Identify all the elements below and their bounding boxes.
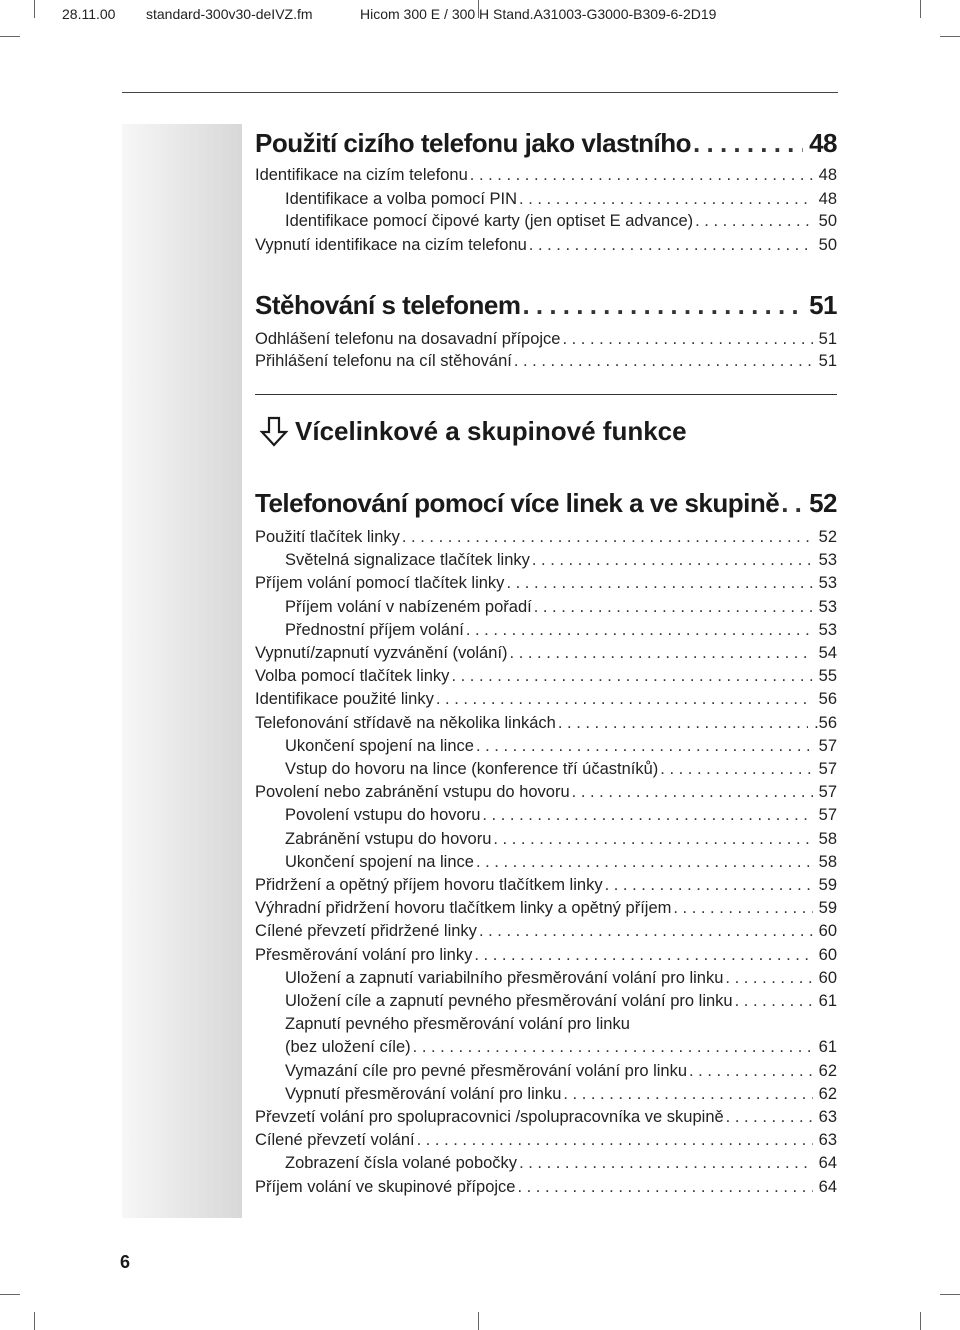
- toc-entry: Příjem volání pomocí tlačítek linky . . . 53: [255, 574, 837, 596]
- toc-entry: Cílené převzetí volání . . . 63: [255, 1131, 837, 1153]
- toc-entry: Zabránění vstupu do hovoru . . . 58: [255, 830, 837, 852]
- crop-mark: [0, 36, 20, 37]
- toc-entry: Vymazání cíle pro pevné přesměrování volání pro linku . . . 62: [255, 1062, 837, 1084]
- top-rule: [122, 92, 838, 93]
- crop-mark: [920, 1312, 921, 1330]
- page-number: 6: [120, 1252, 131, 1272]
- toc-entry: Identifikace použité linky . . . 56: [255, 690, 837, 712]
- toc-entry: Identifikace na cizím telefonu . . . 48: [255, 166, 837, 188]
- toc-entry: Ukončení spojení na lince . . . 58: [255, 853, 837, 875]
- toc-entry: Identifikace a volba pomocí PIN . . . 48: [255, 190, 837, 212]
- section-title: Stěhování s telefonem . . . 51: [255, 290, 837, 324]
- toc-entry: Převzetí volání pro spolupracovnici /spolupracovníka ve skupině . . . 63: [255, 1108, 837, 1130]
- crop-mark: [920, 0, 921, 18]
- toc-entry: Ukončení spojení na lince . . . 57: [255, 737, 837, 759]
- header-date: 28.11.00: [62, 6, 116, 22]
- sidebar-band: [122, 124, 242, 1218]
- toc-entry: Příjem volání ve skupinové přípojce . . . 64: [255, 1178, 837, 1200]
- toc-entry: Výhradní přidržení hovoru tlačítkem linky a opětný příjem . . . 59: [255, 899, 837, 921]
- toc-entry: Uložení cíle a zapnutí pevného přesměrování volání pro linku . . . 61: [255, 992, 837, 1014]
- header-file: standard-300v30-deIVZ.fm: [146, 6, 313, 22]
- toc-entry: Přihlášení telefonu na cíl stěhování . . . 51: [255, 352, 837, 374]
- toc-entry: Světelná signalizace tlačítek linky . . . 53: [255, 551, 837, 573]
- toc-entry: Cílené převzetí přidržené linky . . . 60: [255, 922, 837, 944]
- toc-entry: Identifikace pomocí čipové karty (jen optiset E advance) . . . 50: [255, 212, 837, 234]
- toc-entry: Příjem volání v nabízeném pořadí . . . 53: [255, 598, 837, 620]
- print-header: [62, 6, 762, 24]
- crop-mark: [940, 1294, 960, 1295]
- toc-entry: Vypnutí přesměrování volání pro linku . . . 62: [255, 1085, 837, 1107]
- toc-entry: (bez uložení cíle) . . . 61: [255, 1038, 837, 1060]
- section-title: Použití cizího telefonu jako vlastního . . . 48: [255, 128, 837, 162]
- toc-entry: Vypnutí identifikace na cizím telefonu . . . 50: [255, 236, 837, 258]
- toc-entry: Volba pomocí tlačítek linky . . . 55: [255, 667, 837, 689]
- toc-entry: Přednostní příjem volání . . . 53: [255, 621, 837, 643]
- toc-entry: Odhlášení telefonu na dosavadní přípojce . . . 51: [255, 330, 837, 352]
- chapter-heading: [255, 412, 837, 452]
- crop-mark: [34, 1312, 35, 1330]
- toc-entry: Přesměrování volání pro linky . . . 60: [255, 946, 837, 968]
- toc-entry: Povolení vstupu do hovoru . . . 57: [255, 806, 837, 828]
- chapter-rule: [255, 394, 837, 395]
- toc-entry: Povolení nebo zabránění vstupu do hovoru . . . 57: [255, 783, 837, 805]
- crop-mark: [940, 36, 960, 37]
- arrow-down-outline-icon: [259, 416, 289, 448]
- toc-entry: Zapnutí pevného přesměrování volání pro linku: [285, 1015, 630, 1034]
- crop-mark: [0, 1294, 20, 1295]
- header-product: Hicom 300 E / 300 H Stand.A31003-G3000-B309-6-2D19: [360, 6, 717, 22]
- toc-entry: Zobrazení čísla volané pobočky . . . 64: [255, 1154, 837, 1176]
- chapter-title: Vícelinkové a skupinové funkce: [295, 416, 687, 446]
- toc-entry: Telefonování střídavě na několika linkách . . . .56: [255, 714, 837, 736]
- toc-entry: Přidržení a opětný příjem hovoru tlačítkem linky . . . 59: [255, 876, 837, 898]
- toc-entry: Vypnutí/zapnutí vyzvánění (volání) . . . 54: [255, 644, 837, 666]
- crop-mark: [478, 1312, 479, 1330]
- crop-mark: [34, 0, 35, 18]
- section-title: Telefonování pomocí více linek a ve skupině . . . 52: [255, 488, 837, 522]
- toc-entry: Použití tlačítek linky . . . 52: [255, 528, 837, 550]
- toc-entry: Vstup do hovoru na lince (konference tří účastníků) . . . 57: [255, 760, 837, 782]
- toc-entry: Uložení a zapnutí variabilního přesměrování volání pro linku . . . 60: [255, 969, 837, 991]
